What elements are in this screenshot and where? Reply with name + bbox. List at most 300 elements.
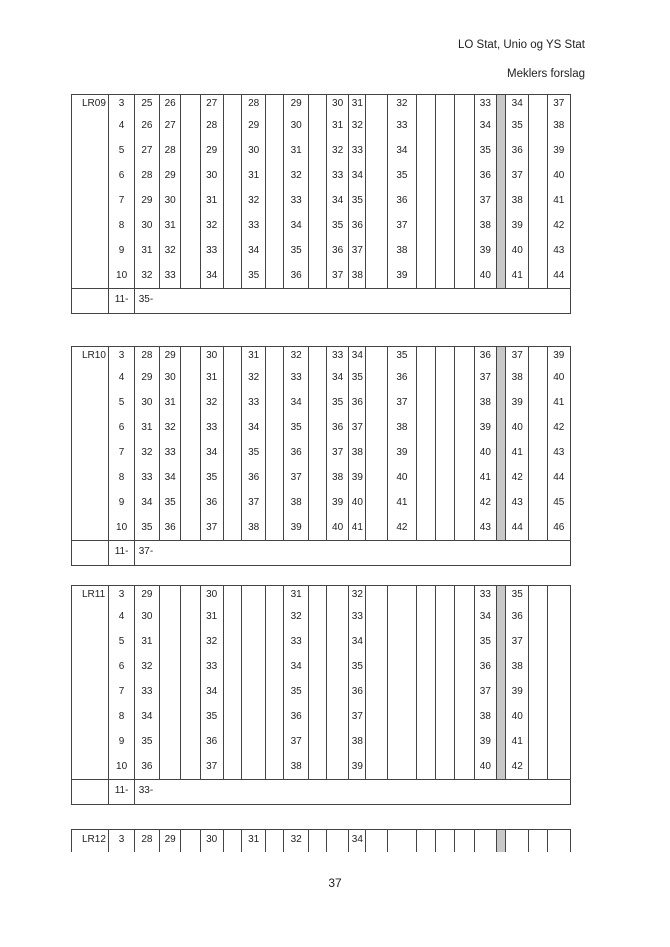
- value-cell: 36: [387, 365, 416, 390]
- empty-cell: [436, 586, 455, 605]
- empty-cell: [529, 629, 547, 654]
- table-row: [72, 679, 571, 704]
- empty-cell: [417, 440, 436, 465]
- empty-cell: [366, 440, 387, 465]
- value-cell: [326, 586, 348, 605]
- value-cell: 33: [200, 415, 223, 440]
- value-cell: 38: [349, 263, 366, 289]
- value-cell: 33: [326, 163, 348, 188]
- salary-table-lr12: [71, 829, 571, 852]
- value-cell: 36: [349, 213, 366, 238]
- header-line-1: LO Stat, Unio og YS Stat: [458, 39, 585, 51]
- value-cell: 32: [200, 629, 223, 654]
- empty-cell: [455, 365, 474, 390]
- value-cell: 42: [547, 213, 570, 238]
- empty-cell: [266, 704, 284, 729]
- value-cell: 31: [241, 830, 265, 853]
- value-cell: [326, 629, 348, 654]
- empty-cell: [455, 163, 474, 188]
- step-cell: 5: [109, 390, 134, 415]
- empty-cell: [181, 263, 200, 289]
- table-code-cell: [72, 754, 109, 780]
- empty-cell: [455, 440, 474, 465]
- value-cell: 33: [160, 263, 181, 289]
- value-cell: 33: [241, 390, 265, 415]
- value-cell: 37: [349, 238, 366, 263]
- empty-cell: [529, 213, 547, 238]
- value-cell: 30: [200, 347, 223, 366]
- value-cell: 36: [284, 440, 308, 465]
- empty-cell: [455, 188, 474, 213]
- value-cell: 32: [284, 347, 308, 366]
- value-cell: 43: [547, 440, 570, 465]
- value-cell: 35: [241, 440, 265, 465]
- shaded-column-cell: [496, 347, 505, 366]
- empty-cell: [366, 95, 387, 114]
- shaded-column-cell: [496, 515, 505, 541]
- value-cell: [160, 629, 181, 654]
- value-cell: 35: [326, 213, 348, 238]
- empty-cell: [529, 604, 547, 629]
- empty-cell: [436, 729, 455, 754]
- value-cell: 31: [284, 586, 308, 605]
- value-cell: 29: [200, 138, 223, 163]
- empty-cell: [366, 704, 387, 729]
- value-cell: [547, 586, 570, 605]
- shaded-column-cell: [496, 238, 505, 263]
- value-cell: 38: [326, 465, 348, 490]
- value-cell: 35: [387, 347, 416, 366]
- value-cell: 38: [387, 415, 416, 440]
- value-cell: 36: [474, 347, 496, 366]
- empty-cell: [308, 729, 326, 754]
- empty-cell: [529, 754, 547, 780]
- value-cell: 29: [134, 586, 159, 605]
- shaded-column-cell: [496, 188, 505, 213]
- shaded-column-cell: [496, 390, 505, 415]
- empty-cell: [308, 440, 326, 465]
- value-cell: 31: [160, 213, 181, 238]
- step-cell: 6: [109, 654, 134, 679]
- shaded-column-cell: [496, 729, 505, 754]
- value-cell: 40: [349, 490, 366, 515]
- empty-cell: [417, 604, 436, 629]
- empty-cell: [436, 138, 455, 163]
- value-cell: 32: [241, 365, 265, 390]
- value-cell: 41: [474, 465, 496, 490]
- value-cell: 40: [387, 465, 416, 490]
- value-cell: [387, 830, 416, 853]
- empty-cell: [223, 415, 241, 440]
- empty-cell: [266, 586, 284, 605]
- value-cell: 38: [506, 365, 529, 390]
- table-code-cell: [72, 415, 109, 440]
- value-cell: 28: [160, 138, 181, 163]
- table-code-cell: [72, 263, 109, 289]
- value-cell: 33: [241, 213, 265, 238]
- step-cell: 5: [109, 138, 134, 163]
- empty-cell: [266, 830, 284, 853]
- value-cell: 34: [200, 679, 223, 704]
- empty-cell: [266, 729, 284, 754]
- value-cell: 37: [284, 729, 308, 754]
- empty-cell: [181, 347, 200, 366]
- value-cell: 32: [284, 830, 308, 853]
- value-cell: 44: [506, 515, 529, 541]
- value-cell: 40: [474, 754, 496, 780]
- value-cell: 34: [134, 490, 159, 515]
- step-cell: 9: [109, 729, 134, 754]
- empty-cell: [417, 490, 436, 515]
- value-cell: 37: [474, 365, 496, 390]
- step-cell: 10: [109, 263, 134, 289]
- empty-cell: [72, 289, 109, 314]
- value-cell: 37: [241, 490, 265, 515]
- value-cell: 34: [241, 238, 265, 263]
- value-cell: 32: [284, 163, 308, 188]
- value-cell: 40: [474, 263, 496, 289]
- table-code-cell: [72, 188, 109, 213]
- empty-cell: [455, 830, 474, 853]
- value-cell: [547, 629, 570, 654]
- value-cell: 39: [506, 679, 529, 704]
- value-cell: 38: [506, 188, 529, 213]
- value-cell: 41: [387, 490, 416, 515]
- empty-cell: [436, 95, 455, 114]
- table-code-cell: [72, 113, 109, 138]
- value-cell: 44: [547, 263, 570, 289]
- value-cell: 34: [134, 704, 159, 729]
- value-cell: 38: [547, 113, 570, 138]
- value-cell: 37: [326, 263, 348, 289]
- empty-cell: [223, 188, 241, 213]
- empty-cell: [417, 515, 436, 541]
- value-cell: 27: [160, 113, 181, 138]
- empty-cell: [266, 515, 284, 541]
- shaded-column-cell: [496, 95, 505, 114]
- empty-cell: [266, 238, 284, 263]
- value-cell: 38: [349, 440, 366, 465]
- value-cell: 34: [349, 347, 366, 366]
- table-row: [72, 465, 571, 490]
- value-cell: [547, 654, 570, 679]
- empty-cell: [529, 654, 547, 679]
- value-cell: 32: [284, 604, 308, 629]
- value-cell: [387, 679, 416, 704]
- empty-cell: [266, 654, 284, 679]
- empty-cell: [223, 704, 241, 729]
- value-cell: 39: [387, 263, 416, 289]
- empty-cell: [308, 415, 326, 440]
- value-cell: 26: [160, 95, 181, 114]
- empty-cell: [181, 365, 200, 390]
- value-cell: 36: [200, 490, 223, 515]
- value-cell: 38: [284, 754, 308, 780]
- empty-cell: [181, 213, 200, 238]
- value-cell: 37: [349, 704, 366, 729]
- empty-cell: [529, 188, 547, 213]
- empty-cell: [436, 213, 455, 238]
- empty-cell: [417, 163, 436, 188]
- empty-cell: [529, 95, 547, 114]
- empty-cell: [308, 188, 326, 213]
- value-cell: 30: [160, 365, 181, 390]
- empty-cell: [455, 604, 474, 629]
- value-cell: 41: [547, 188, 570, 213]
- empty-cell: [366, 415, 387, 440]
- table-row: [72, 586, 571, 605]
- value-cell: 42: [547, 415, 570, 440]
- value-cell: 34: [326, 188, 348, 213]
- value-cell: 32: [160, 238, 181, 263]
- step-cell: 7: [109, 679, 134, 704]
- table-row: [72, 754, 571, 780]
- empty-cell: [266, 163, 284, 188]
- empty-cell: [529, 113, 547, 138]
- table-row: [72, 347, 571, 366]
- table-code-cell: [72, 213, 109, 238]
- empty-cell: [417, 390, 436, 415]
- empty-cell: [417, 704, 436, 729]
- value-cell: 39: [506, 390, 529, 415]
- value-cell: 32: [349, 586, 366, 605]
- step-cell: 6: [109, 415, 134, 440]
- value-cell: 31: [241, 163, 265, 188]
- empty-cell: [366, 365, 387, 390]
- value-cell: 35: [474, 629, 496, 654]
- table-code-cell: [72, 390, 109, 415]
- shaded-column-cell: [496, 440, 505, 465]
- step-cell: 3: [109, 830, 134, 853]
- empty-cell: [308, 465, 326, 490]
- value-cell: 36: [326, 238, 348, 263]
- table-row: [72, 604, 571, 629]
- value-cell: 29: [284, 95, 308, 114]
- value-cell: 41: [547, 390, 570, 415]
- table-body: [72, 95, 571, 314]
- empty-cell: [181, 188, 200, 213]
- empty-cell: [436, 415, 455, 440]
- value-cell: 39: [349, 465, 366, 490]
- empty-cell: [266, 754, 284, 780]
- empty-cell: [181, 95, 200, 114]
- empty-cell: [181, 654, 200, 679]
- step-cell: 10: [109, 515, 134, 541]
- empty-cell: [529, 347, 547, 366]
- value-cell: 35: [160, 490, 181, 515]
- value-cell: 35: [474, 138, 496, 163]
- shaded-column-cell: [496, 586, 505, 605]
- value-cell: 31: [241, 347, 265, 366]
- value-cell: [547, 754, 570, 780]
- empty-cell: [436, 830, 455, 853]
- value-cell: 40: [506, 704, 529, 729]
- value-cell: 31: [326, 113, 348, 138]
- empty-cell: [455, 490, 474, 515]
- empty-cell: [366, 188, 387, 213]
- empty-cell: [308, 629, 326, 654]
- empty-cell: [223, 654, 241, 679]
- empty-cell: [529, 830, 547, 853]
- value-cell: 30: [134, 390, 159, 415]
- value-cell: 30: [134, 213, 159, 238]
- value-cell: [326, 679, 348, 704]
- empty-cell: [417, 238, 436, 263]
- table-code-cell: [72, 729, 109, 754]
- value-cell: 42: [387, 515, 416, 541]
- empty-cell: [266, 604, 284, 629]
- empty-cell: [417, 729, 436, 754]
- empty-cell: [529, 238, 547, 263]
- empty-cell: [455, 390, 474, 415]
- value-cell: 33: [474, 95, 496, 114]
- empty-cell: [223, 347, 241, 366]
- open-step-cell: 11-: [109, 780, 134, 805]
- table-row: [72, 263, 571, 289]
- empty-cell: [223, 490, 241, 515]
- value-cell: [241, 654, 265, 679]
- empty-cell: [417, 365, 436, 390]
- value-cell: 33: [160, 440, 181, 465]
- value-cell: 36: [349, 679, 366, 704]
- empty-cell: [266, 440, 284, 465]
- value-cell: [547, 830, 570, 853]
- step-cell: 3: [109, 586, 134, 605]
- table-row: [72, 515, 571, 541]
- value-cell: 29: [160, 830, 181, 853]
- value-cell: [387, 629, 416, 654]
- table-code-cell: [72, 138, 109, 163]
- table-row: [72, 238, 571, 263]
- empty-cell: [455, 679, 474, 704]
- shaded-column-cell: [496, 629, 505, 654]
- table-row: [72, 138, 571, 163]
- value-cell: 34: [160, 465, 181, 490]
- value-cell: [547, 604, 570, 629]
- empty-cell: [529, 729, 547, 754]
- value-cell: 33: [284, 629, 308, 654]
- value-cell: 33: [200, 654, 223, 679]
- value-cell: [241, 754, 265, 780]
- step-cell: 8: [109, 704, 134, 729]
- table-row: [72, 365, 571, 390]
- value-cell: 39: [474, 238, 496, 263]
- value-cell: 32: [134, 440, 159, 465]
- empty-cell: [366, 679, 387, 704]
- shaded-column-cell: [496, 263, 505, 289]
- value-cell: 38: [474, 390, 496, 415]
- table-row: [72, 704, 571, 729]
- shaded-column-cell: [496, 679, 505, 704]
- empty-cell: [417, 138, 436, 163]
- step-cell: 4: [109, 113, 134, 138]
- table-row: [72, 415, 571, 440]
- table-code-cell: LR12: [72, 830, 109, 853]
- value-cell: 33: [200, 238, 223, 263]
- empty-cell: [308, 263, 326, 289]
- empty-cell: [436, 654, 455, 679]
- empty-cell: [529, 515, 547, 541]
- value-cell: 28: [134, 347, 159, 366]
- empty-cell: [366, 729, 387, 754]
- value-cell: 40: [326, 515, 348, 541]
- empty-cell: [266, 263, 284, 289]
- value-cell: 41: [506, 729, 529, 754]
- value-cell: 37: [387, 390, 416, 415]
- empty-cell: [366, 263, 387, 289]
- value-cell: 44: [547, 465, 570, 490]
- step-cell: 9: [109, 490, 134, 515]
- value-cell: 36: [506, 604, 529, 629]
- empty-cell: [366, 830, 387, 853]
- table-row: [72, 188, 571, 213]
- value-cell: 36: [134, 754, 159, 780]
- shaded-column-cell: [496, 138, 505, 163]
- step-cell: 4: [109, 604, 134, 629]
- step-cell: 6: [109, 163, 134, 188]
- value-cell: 36: [326, 415, 348, 440]
- value-cell: 33: [284, 188, 308, 213]
- table-code-cell: LR10: [72, 347, 109, 366]
- table-code-cell: [72, 604, 109, 629]
- empty-cell: [223, 629, 241, 654]
- value-cell: 43: [474, 515, 496, 541]
- shaded-column-cell: [496, 415, 505, 440]
- empty-cell: [366, 213, 387, 238]
- empty-cell: [455, 113, 474, 138]
- table-row: [72, 163, 571, 188]
- value-cell: 43: [506, 490, 529, 515]
- empty-cell: [417, 415, 436, 440]
- empty-cell: [366, 347, 387, 366]
- empty-cell: [436, 629, 455, 654]
- empty-cell: [417, 188, 436, 213]
- value-cell: 40: [474, 440, 496, 465]
- empty-cell: [417, 629, 436, 654]
- value-cell: [160, 654, 181, 679]
- empty-cell: [436, 263, 455, 289]
- empty-cell: [181, 163, 200, 188]
- empty-cell: [181, 238, 200, 263]
- empty-cell: [455, 238, 474, 263]
- empty-cell: [223, 95, 241, 114]
- value-cell: [326, 654, 348, 679]
- value-cell: 35: [284, 238, 308, 263]
- open-step-value-cell: 35-: [134, 289, 570, 314]
- value-cell: 29: [160, 347, 181, 366]
- shaded-column-cell: [496, 365, 505, 390]
- table-row: [72, 95, 571, 114]
- value-cell: 30: [241, 138, 265, 163]
- table-row: [72, 830, 571, 853]
- shaded-column-cell: [496, 163, 505, 188]
- value-cell: 39: [547, 347, 570, 366]
- value-cell: 35: [134, 515, 159, 541]
- empty-cell: [181, 490, 200, 515]
- table-code-cell: [72, 654, 109, 679]
- empty-cell: [436, 465, 455, 490]
- table-code-cell: [72, 465, 109, 490]
- value-cell: 36: [200, 729, 223, 754]
- empty-cell: [181, 629, 200, 654]
- table-row: [72, 490, 571, 515]
- empty-cell: [266, 188, 284, 213]
- step-cell: 3: [109, 347, 134, 366]
- empty-cell: [529, 263, 547, 289]
- value-cell: 30: [284, 113, 308, 138]
- table-code-cell: [72, 679, 109, 704]
- table-code-cell: [72, 629, 109, 654]
